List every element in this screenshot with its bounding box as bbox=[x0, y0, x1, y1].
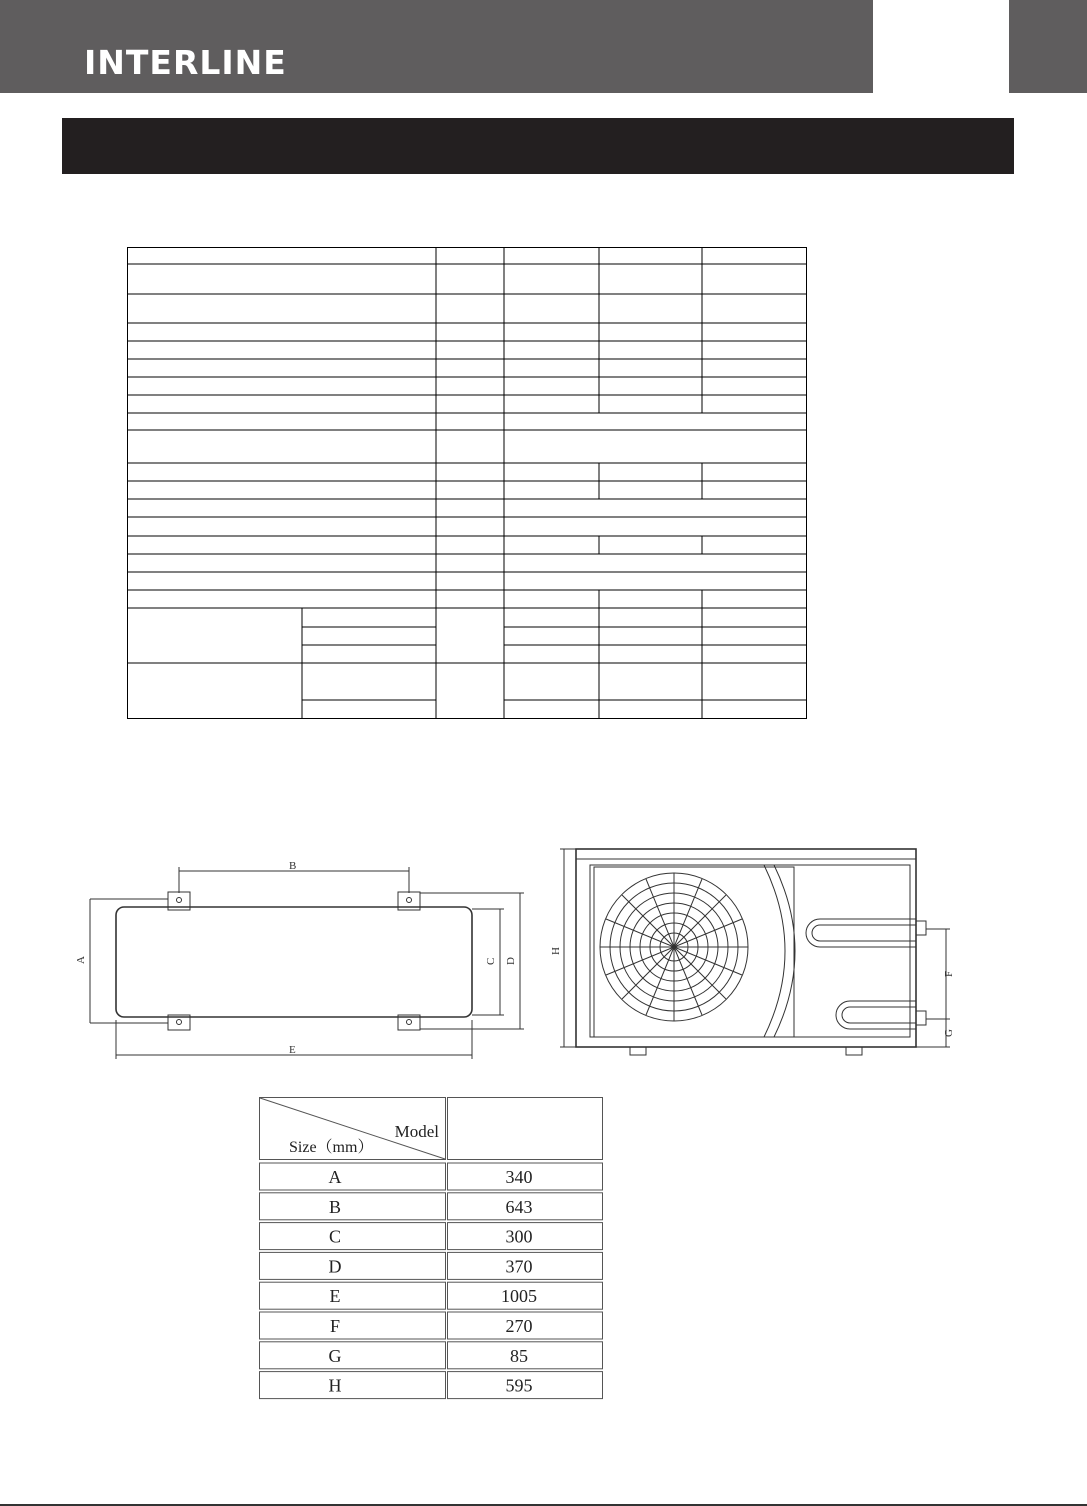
dim-table-value: 370 bbox=[505, 1256, 533, 1277]
dim-table-header-size: Size（mm） bbox=[289, 1139, 374, 1156]
dim-table-row-e bbox=[260, 1282, 603, 1309]
dim-table-value: 595 bbox=[505, 1375, 533, 1396]
dim-table-label: E bbox=[329, 1286, 341, 1307]
dimension-table-rows bbox=[260, 1163, 603, 1399]
dim-table-row-h bbox=[260, 1372, 603, 1399]
dim-label-d: D bbox=[505, 957, 517, 965]
spec-table-value-columns bbox=[599, 247, 702, 719]
dim-table-label: G bbox=[328, 1345, 342, 1366]
specification-table bbox=[127, 247, 807, 719]
brand-logo bbox=[84, 40, 324, 82]
header-tab bbox=[1009, 0, 1087, 93]
dim-table-value: 85 bbox=[510, 1345, 528, 1366]
section-title-bar bbox=[62, 118, 1014, 174]
dim-table-value: 340 bbox=[505, 1167, 533, 1187]
dim-table-label: H bbox=[328, 1375, 342, 1396]
dim-label-c: C bbox=[485, 957, 497, 965]
dim-table-label: B bbox=[328, 1196, 342, 1217]
front-view-drawing bbox=[550, 843, 960, 1061]
dim-table-row-c bbox=[260, 1223, 603, 1250]
dim-table-label: F bbox=[329, 1316, 341, 1336]
dim-table-value: 300 bbox=[505, 1226, 533, 1247]
header-bar bbox=[0, 0, 873, 93]
dim-label-h: H bbox=[550, 947, 562, 955]
dim-table-row-b bbox=[260, 1193, 603, 1220]
dim-table-value: 270 bbox=[505, 1316, 533, 1336]
svg-text:INTERLINE: INTERLINE bbox=[84, 43, 287, 82]
dim-table-row-g bbox=[260, 1342, 603, 1369]
dim-table-row-f bbox=[260, 1312, 603, 1339]
dim-label-f: F bbox=[943, 970, 955, 977]
dim-label-e: E bbox=[289, 1044, 296, 1056]
dim-table-header-model: Model bbox=[394, 1122, 439, 1141]
dim-table-row-a bbox=[260, 1163, 603, 1190]
dim-label-b: B bbox=[289, 860, 297, 872]
dim-table-value: 1005 bbox=[501, 1286, 537, 1307]
dim-table-value: 643 bbox=[505, 1196, 533, 1217]
dim-table-label: A bbox=[328, 1167, 342, 1187]
dim-table-row-d bbox=[260, 1252, 603, 1279]
dim-table-label: C bbox=[328, 1226, 342, 1247]
brand-logo-wordmark bbox=[84, 40, 324, 84]
dim-label-g: G bbox=[943, 1029, 955, 1037]
dim-table-label: D bbox=[328, 1256, 342, 1277]
top-view-drawing bbox=[75, 855, 530, 1065]
dimension-table bbox=[259, 1097, 603, 1402]
dim-label-a: A bbox=[75, 956, 87, 964]
